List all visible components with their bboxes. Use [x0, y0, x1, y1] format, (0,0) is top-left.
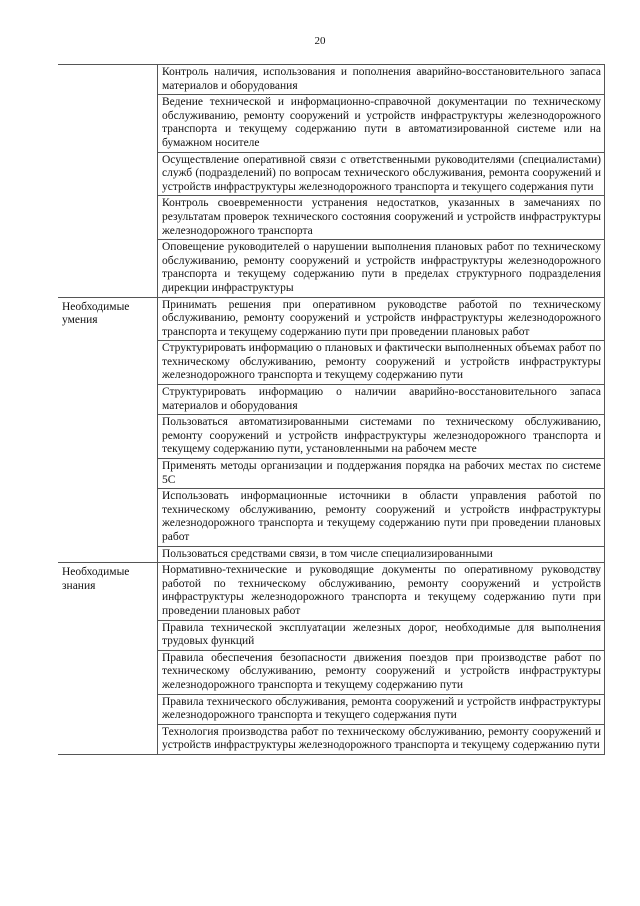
table-cell: Структурировать информацию о плановых и фактически выполненных объемах работ по техническому обслуживанию, ремонту сооружений и устройств инфраструктуры железнодорожного транспорта и текущему содержанию пути — [158, 341, 605, 385]
table-cell: Использовать информационные источники в области управления работой по техническому обслуживанию, ремонту сооружений и устройств инфраструктуры железнодорожного транспорта и текущему содержанию пути при проведении плановых работ — [158, 489, 605, 546]
table-cell: Пользоваться средствами связи, в том числе специализированными — [158, 546, 605, 563]
table-cell: Принимать решения при оперативном руководстве работой по техническому обслуживанию, ремонту сооружений и устройств инфраструктуры железнодорожного транспорта и текущему содержанию пути при проведении плановых работ — [158, 297, 605, 341]
table-cell: Оповещение руководителей о нарушении выполнения плановых работ по техническому обслуживанию, ремонту сооружений и устройств инфраструктуры железнодорожного транспорта и текущему содержанию пути в пределах структурного подразделения дирекции инфраструктуры — [158, 240, 605, 297]
page-number: 20 — [314, 35, 326, 47]
table-cell: Правила обеспечения безопасности движения поездов при производстве работ по техническому обслуживанию, ремонту сооружений и устройств инфраструктуры железнодорожного транспорта и текущему содержанию пути — [158, 650, 605, 694]
section-label — [58, 65, 158, 298]
table-cell: Осуществление оперативной связи с ответственными руководителями (специалистами) служб (подразделений) по вопросам технического обслуживания, ремонта сооружений и устройств инфраструктуры железнодорожного транспорта и текущего содержания пути — [158, 152, 605, 196]
table-row — [58, 297, 605, 341]
table-cell: Правила технического обслуживания, ремонта сооружений и устройств инфраструктуры железнодорожного транспорта и текущего содержания пути — [158, 694, 605, 724]
table-row — [58, 65, 605, 95]
table-cell: Контроль наличия, использования и пополнения аварийно-восстановительного запаса материалов и оборудования — [158, 65, 605, 95]
table-cell: Ведение технической и информационно-справочной документации по техническому обслуживанию, ремонту сооружений и устройств инфраструктуры железнодорожного транспорта и текущему содержанию пути в автоматизированной системе или на бумажном носителе — [158, 95, 605, 152]
table-cell: Технология производства работ по техническому обслуживанию, ремонту сооружений и устройств инфраструктуры железнодорожного транспорта и текущему содержанию пути — [158, 724, 605, 754]
table-cell: Применять методы организации и поддержания порядка на рабочих местах по системе 5С — [158, 459, 605, 489]
table-row — [58, 563, 605, 620]
section-label-skills: Необходимые умения — [58, 297, 158, 563]
table-cell: Правила технической эксплуатации железных дорог, необходимые для выполнения трудовых функций — [158, 620, 605, 650]
table-cell: Пользоваться автоматизированными системами по техническому обслуживанию, ремонту сооружений и устройств инфраструктуры железнодорожного транспорта и текущему содержанию пути, установленными на рабочем месте — [158, 415, 605, 459]
table-cell: Структурировать информацию о наличии аварийно-восстановительного запаса материалов и оборудования — [158, 385, 605, 415]
table-cell: Нормативно-технические и руководящие документы по оперативному руководству работой по техническому обслуживанию, ремонту сооружений и устройств инфраструктуры железнодорожного транспорта и текущему содержанию пути при проведении плановых работ — [158, 563, 605, 620]
section-label-knowledge: Необходимые знания — [58, 563, 158, 755]
table-cell: Контроль своевременности устранения недостатков, указанных в замечаниях по результатам проверок технического состояния сооружений и устройств инфраструктуры железнодорожного транспорта — [158, 196, 605, 240]
requirements-table — [58, 64, 605, 755]
